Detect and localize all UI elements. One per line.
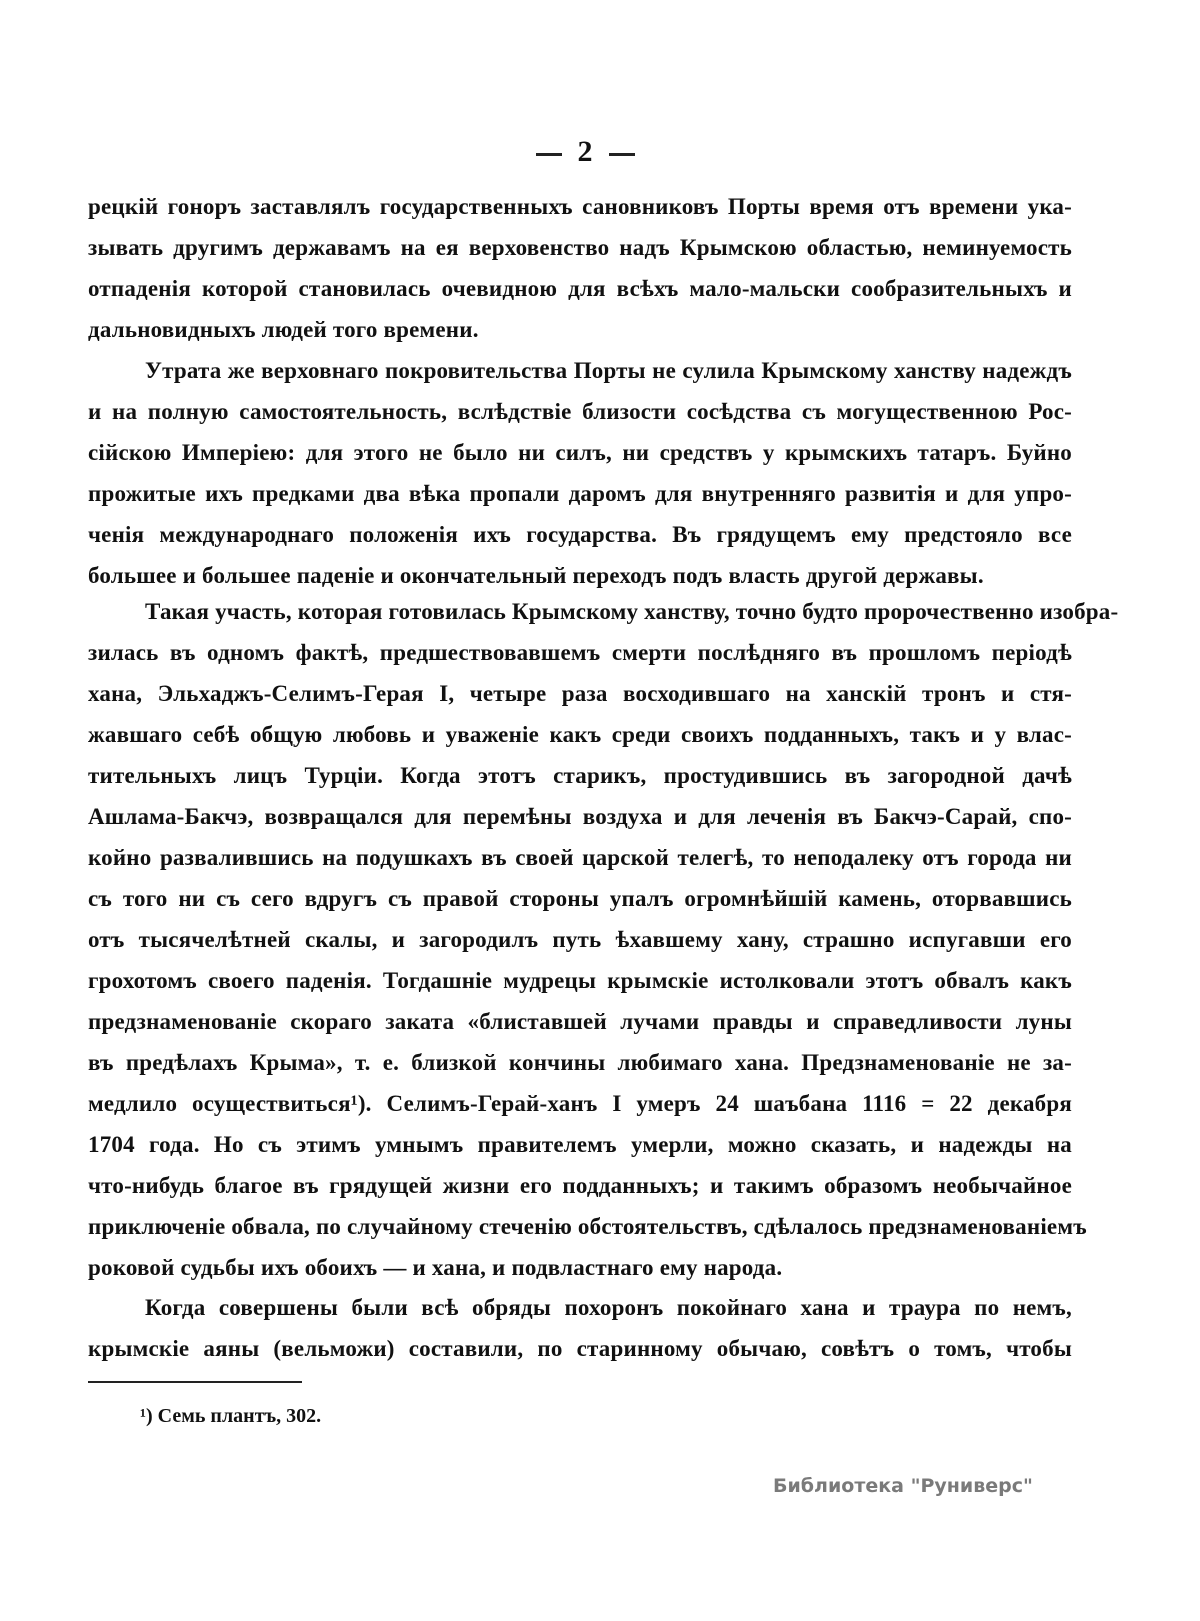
page-number	[0, 135, 1170, 169]
text-line: Утрата же верховнаго покровительства Порты не сулила Крымскому ханству надеждъ	[145, 358, 1072, 383]
footnote: ¹) Семь плантъ, 302.	[140, 1405, 322, 1427]
text-line: дальновидныхъ людей того времени.	[88, 317, 479, 342]
text-line: зывать другимъ державамъ на ея верховенство надъ Крымскою областью, неминуемость	[88, 235, 1072, 260]
library-watermark: Библиотека "Руниверс"	[773, 1475, 1033, 1497]
text-line: 1704 года. Но съ этимъ умнымъ правителемъ умерли, можно сказать, и надежды на	[88, 1132, 1072, 1157]
text-line: съ того ни съ сего вдругъ съ правой стороны упалъ огромнѣйшій камень, оторвавшись	[88, 886, 1072, 911]
page-number-text: 2	[577, 135, 593, 168]
text-line: большее и большее паденіе и окончательный переходъ подъ власть другой державы.	[88, 563, 984, 588]
text-line: прожитые ихъ предками два вѣка пропали даромъ для внутренняго развитія и для упро-	[88, 481, 1072, 506]
text-line: хана, Эльхаджъ-Селимъ-Герая I, четыре раза восходившаго на ханскій тронъ и стя-	[88, 681, 1072, 706]
text-line: и на полную самостоятельность, вслѣдствіе близости сосѣдства съ могущественною Рос-	[88, 399, 1072, 424]
text-line: зилась въ одномъ фактѣ, предшествовавшемъ смерти послѣдняго въ прошломъ періодѣ	[88, 640, 1072, 665]
text-line: рецкій гоноръ заставлялъ государственныхъ сановниковъ Порты время отъ времени ука-	[88, 194, 1072, 219]
text-line: жавшаго себѣ общую любовь и уваженіе какъ среди своихъ подданныхъ, такъ и у влас-	[88, 722, 1072, 747]
footnote-divider	[88, 1381, 302, 1383]
text-line: ченія международнаго положенія ихъ государства. Въ грядущемъ ему предстояло все	[88, 522, 1072, 547]
text-line: предзнаменованіе скораго заката «блиставшей лучами правды и справедливости луны	[88, 1009, 1072, 1034]
text-line: Ашлама-Бакчэ, возвращался для перемѣны воздуха и для леченія въ Бакчэ-Сарай, спо-	[88, 804, 1072, 829]
text-line: роковой судьбы ихъ обоихъ — и хана, и подвластнаго ему народа.	[88, 1255, 783, 1280]
text-line: отъ тысячелѣтней скалы, и загородилъ путь ѣхавшему хану, страшно испугавши его	[88, 927, 1072, 952]
text-line: Такая участь, которая готовилась Крымскому ханству, точно будто пророчественно изобра-	[145, 599, 1119, 624]
text-line: въ предѣлахъ Крыма», т. е. близкой кончины любимаго хана. Предзнаменованіе не за-	[88, 1050, 1072, 1075]
text-line: что-нибудь благое въ грядущей жизни его подданныхъ; и такимъ образомъ необычайное	[88, 1173, 1072, 1198]
text-line: сійскою Имперіею: для этого не было ни силъ, ни средствъ у крымскихъ татаръ. Буйно	[88, 440, 1072, 465]
text-line: Когда совершены были всѣ обряды похоронъ покойнаго хана и траура по немъ,	[145, 1295, 1072, 1320]
text-line: грохотомъ своего паденія. Тогдашніе мудрецы крымскіе истолковали этотъ обвалъ какъ	[88, 968, 1072, 993]
text-line: тительныхъ лицъ Турціи. Когда этотъ старикъ, простудившись въ загородной дачѣ	[88, 763, 1072, 788]
text-line: койно развалившись на подушкахъ въ своей царской телегѣ, то неподалеку отъ города ни	[88, 845, 1072, 870]
text-line: отпаденія которой становилась очевидною для всѣхъ мало-мальски сообразительныхъ и	[88, 276, 1072, 301]
text-line: крымскіе аяны (вельможи) составили, по старинному обычаю, совѣтъ о томъ, чтобы	[88, 1336, 1072, 1361]
text-line: медлило осуществиться¹). Селимъ-Герай-ханъ I умеръ 24 шаъбана 1116 = 22 декабря	[88, 1091, 1072, 1116]
text-line: приключеніе обвала, по случайному стеченію обстоятельствъ, сдѣлалось предзнаменованіемъ	[88, 1214, 1087, 1239]
